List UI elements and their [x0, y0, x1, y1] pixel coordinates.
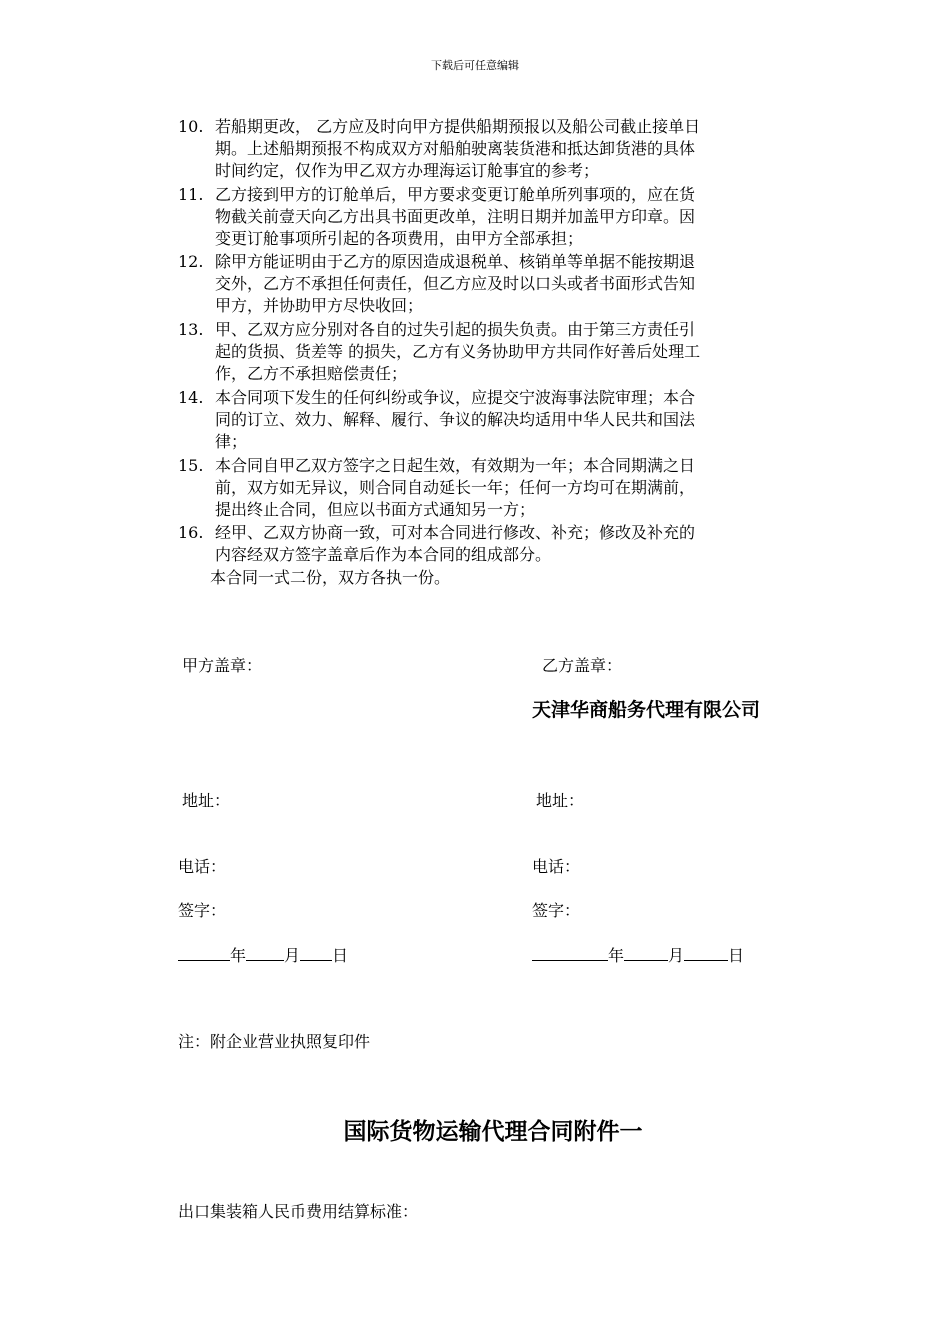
clause-line: 作，乙方不承担赔偿责任；	[215, 364, 408, 383]
party-a-address-label: 地址：	[182, 791, 231, 810]
party-b-date-line	[532, 944, 744, 967]
clause-line: 期。上述船期预报不构成双方对船舶驶离装货港和抵达卸货港的具体	[215, 139, 696, 158]
clause-number: 10.	[178, 117, 204, 136]
clause-line: 乙方接到甲方的订舱单后，甲方要求变更订舱单所列事项的，应在货	[215, 185, 696, 204]
party-a-seal-label: 甲方盖章：	[182, 656, 263, 675]
clause-line: 起的货损、货差等 的损失，乙方有义务协助甲方共同作好善后处理工	[215, 342, 701, 361]
year-blank	[532, 944, 608, 961]
clause-number: 13.	[178, 320, 204, 339]
clause-line: 本合同自甲乙双方签字之日起生效，有效期为一年；本合同期满之日	[215, 456, 696, 475]
fee-standard-heading: 出口集装箱人民币费用结算标准：	[178, 1202, 419, 1221]
attachment-note: 注：附企业营业执照复印件	[178, 1032, 371, 1051]
clause-line: 律；	[215, 432, 248, 451]
clause-line: 除甲方能证明由于乙方的原因造成退税单、核销单等单据不能按期退	[215, 252, 696, 271]
clause-number: 11.	[178, 185, 204, 204]
appendix-title: 国际货物运输代理合同附件一	[343, 1119, 643, 1145]
party-a-date-line	[178, 944, 348, 967]
party-b-seal-label: 乙方盖章：	[542, 656, 623, 675]
clause-number: 16.	[178, 523, 204, 542]
party-b-company-name: 天津华商船务代理有限公司	[532, 699, 761, 721]
clause-line: 甲方，并协助甲方尽快收回；	[215, 296, 424, 315]
clause-number: 14.	[178, 388, 204, 407]
page-header-note: 下载后可任意编辑	[431, 59, 519, 72]
party-b-phone-label: 电话：	[532, 857, 581, 876]
month-label: 月	[284, 946, 301, 965]
month-blank	[624, 944, 668, 961]
clause-line: 前，双方如无异议，则合同自动延长一年；任何一方均可在期满前，	[215, 478, 696, 497]
party-b-sign-label: 签字：	[532, 901, 581, 920]
clause-line: 提出终止合同，但应以书面方式通知另一方；	[215, 500, 536, 519]
month-label: 月	[668, 946, 685, 965]
month-blank	[246, 944, 284, 961]
day-label: 日	[728, 946, 745, 965]
clause-line: 若船期更改， 乙方应及时向甲方提供船期预报以及船公司截止接单日	[215, 117, 701, 136]
clause-line: 同的订立、效力、解释、履行、争议的解决均适用中华人民共和国法	[215, 410, 696, 429]
clause-line: 甲、乙双方应分别对各自的过失引起的损失负责。由于第三方责任引	[215, 320, 696, 339]
party-b-address-label: 地址：	[536, 791, 585, 810]
party-a-phone-label: 电话：	[178, 857, 227, 876]
year-blank	[178, 944, 230, 961]
clause-line: 变更订舱事项所引起的各项费用，由甲方全部承担；	[215, 229, 584, 248]
day-label: 日	[332, 946, 349, 965]
party-a-sign-label: 签字：	[178, 901, 227, 920]
clause-line: 交外，乙方不承担任何责任，但乙方应及时以口头或者书面形式告知	[215, 274, 696, 293]
clause-line: 内容经双方签字盖章后作为本合同的组成部分。	[215, 545, 552, 564]
year-label: 年	[608, 946, 625, 965]
clause-line: 本合同项下发生的任何纠纷或争议，应提交宁波海事法院审理；本合	[215, 388, 696, 407]
clause-number: 15.	[178, 456, 204, 475]
clause-number: 12.	[178, 252, 204, 271]
copies-note: 本合同一式二份，双方各执一份。	[210, 568, 451, 587]
day-blank	[684, 944, 728, 961]
day-blank	[300, 944, 332, 961]
clause-line: 时间约定，仅作为甲乙双方办理海运订舱事宜的参考；	[215, 161, 600, 180]
clause-line: 物截关前壹天向乙方出具书面更改单，注明日期并加盖甲方印章。因	[215, 207, 696, 226]
clause-line: 经甲、乙双方协商一致，可对本合同进行修改、补充；修改及补充的	[215, 523, 696, 542]
year-label: 年	[230, 946, 247, 965]
